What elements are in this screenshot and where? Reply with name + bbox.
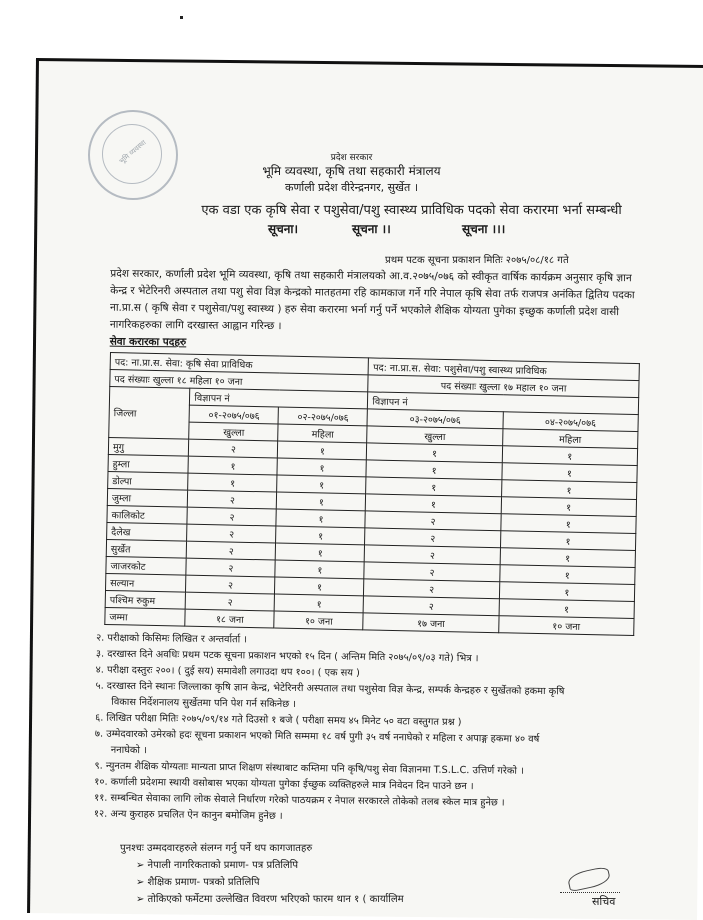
attachment-item: ➢ तोकिएको फर्मेटमा उल्लेखित विवरण भरिएको फारम थान १ ( कार्यालिम [136,894,404,905]
ad-number: ०२-२०७५/०७६ [278,407,367,426]
table-cell: १ [278,441,367,460]
table-cell: १ [501,497,637,517]
condition-item: १२. अन्य कुराहरु प्रचलित ऐन कानुन बमोजिम हुनेछ । [93,808,283,822]
adv-label-left: विज्ञापन नं [190,388,368,409]
table-cell: १ [277,475,366,494]
table-cell: २ [188,490,277,509]
table-cell: १ [500,548,636,568]
condition-item: १०. कर्णाली प्रदेशमा स्थायी वसोबास भएका योग्यता पुगेका ईच्छुक व्यक्तिहरुले मात्र निवेदन दिन पाउने छन । [94,776,474,793]
table-cell: १ [367,443,503,463]
speck [180,16,183,19]
table-cell: २ [365,545,501,565]
ad-number: ०३-२०७५/०७६ [367,409,503,429]
signature-scribble [567,866,612,892]
table-cell: १ [501,480,637,500]
district-name: हुम्ला [108,454,189,473]
table-cell: १ [277,458,366,477]
table-cell: २ [364,596,500,616]
table-cell: १ [366,460,502,480]
district-name: कालिकोट [107,505,188,524]
category: खुल्ला [367,426,503,446]
condition-item: विकास निर्देशनालय सुर्खेतमा पनि पेश गर्न सकिनेछ । [111,696,297,711]
district-header: जिल्ला [109,387,190,440]
attachments-section [120,840,520,908]
table-cell: २ [189,439,278,458]
table-cell: २ [187,524,276,543]
table-cell: १ [276,509,365,528]
table-cell: १ [499,582,635,602]
table-cell: २ [365,528,501,548]
first-notice-date: प्रथम पटक सूचना प्रकाशन मितिः २०७५/०८/१८ गते [385,255,569,266]
notice-1: सूचना। [268,222,299,236]
table-cell: २ [186,575,275,594]
total-cell: १८ जना [185,609,274,628]
district-name: पश्चिम रुकुम [105,590,186,609]
gov-label: प्रदेश सरकार [330,153,373,163]
adv-label-right: विज्ञापन नं [368,392,639,415]
district-name: जाजरकोट [106,556,187,575]
table-cell: १ [275,577,364,596]
category: महिला [502,429,638,449]
table-cell: १ [188,456,277,475]
condition-item: ५. दरखास्त दिने स्थानः जिल्लाका कृषि ज्ञान केन्द्र, भेटेरिनरी अस्पताल तथा पशुसेवा विज्ञ केन्द्र, सम्पर्क केन्द्रहरु र सुर्खेतको हकमा कृषि [95,680,565,698]
district-name: सल्यान [106,573,187,592]
ministry-name: भूमि व्यवस्था, कृषि तथा सहकारी मंत्रालय [262,164,441,178]
count-left: पद संख्याः खुल्ला १८ महिला १० जना [110,370,369,392]
total-cell: १७ जना [363,613,499,633]
table-cell: १ [499,565,635,585]
table-cell: १ [366,494,502,514]
signature [560,868,620,893]
post-left-title: पद: ना.प्रा.स. सेवा: कृषि सेवा प्राविधिक [110,353,369,375]
condition-item: ९. न्युनतम शैक्षिक योग्यताः मान्यता प्राप्त शिक्षण संस्थाबाट कम्तिमा पनि कृषि/पशु सेवा विज्ञानमा T.S.L.C. उत्तिर्ण गरेको । [94,760,524,777]
condition-item: ४. परीक्षा दस्तुरः २००। ( दुई सय) समावेशी लगाउदा थप १००। ( एक सय ) [95,664,360,679]
table-cell: १ [499,599,635,619]
notice-subject: एक वडा एक कृषि सेवा र पशुसेवा/पशु स्वास्थ्य प्राविधिक पदको सेवा करारमा भर्ना सम्बन्धी [201,203,622,218]
table-cell: २ [187,507,276,526]
table-cell: २ [186,592,275,611]
table-cell: १ [275,594,364,613]
intro-text: प्रदेश सरकार, कर्णाली प्रदेश भूमि व्यवस्था, कृषि तथा सहकारी मंत्रालयको आ.व.२०७५/०७६ को स्वीकृत वार्षिक कार्यक्रम अनुसार कृषि ज्ञान केन्द्र र भेटेरिनरी अस्पताल तथा पशु सेवा विज्ञ केन्द्रको मातहतमा रहि कामकाज गर्ने गरि नेपाल कृषि सेवा तर्फ राजपत्र अनंकित द्वितिय पदका ना.प्रा.स ( कृषि सेवा र पशुसेवा/पशु स्वास्थ्य ) हरु सेवा करारमा भर्ना गर्नु पर्ने भएकोले शैक्षिक योग्यता पुगेका इच्छुक कर्णाली प्रदेश वासी नागरिकहरुका लागि दरखास्त आह्वान गरिन्छ । [109,267,635,333]
attachments-heading: पुनश्चः उम्मदवारहरुले संलग्न गर्नु पर्ने थप कागजातहरु [120,843,313,854]
category: खुल्ला [189,422,278,441]
table-cell: २ [365,511,501,531]
signature-title: सचिव [592,895,616,908]
ad-number: ०१-२०७५/०७६ [189,405,278,424]
post-right-title: पद: ना.प्रा.स. सेवा: पशुसेवा/पशु स्वास्थ्य प्राविधिक [369,358,640,381]
table-cell: १ [275,560,364,579]
district-name: मुगु [108,437,189,456]
table-cell: १ [500,531,636,551]
condition-item: २. परीक्षाको किसिमः लिखित र अन्तर्वार्ता । [96,632,248,646]
category: महिला [278,424,367,443]
table-cell: १ [276,526,365,545]
total-cell: १० जना [274,611,363,630]
table-cell: १ [502,463,638,483]
posts-table [104,352,640,636]
attachment-item: ➢ शैक्षिक प्रमाण- पत्रको प्रतिलिपि [136,877,260,888]
ministry-location: कर्णाली प्रदेश वीरेन्द्रनगर, सुर्खेत । [285,181,418,194]
table-cell: १ [276,543,365,562]
notice-3: सूचना ।।। [462,222,506,236]
count-right: पद संख्याः खुल्ला १७ महाल १० जना [368,375,639,398]
attachment-item: ➢ नेपाली नागरिकताको प्रमाण- पत्र प्रतिलिपि [136,860,299,871]
condition-item: ३. दरखास्त दिने अवधिः प्रथम पटक सूचना प्रकाशन भएको १५ दिन ( अन्तिम मिति २०७५/०९/०३ गते) भित्र । [95,648,479,665]
table-cell: १ [188,473,277,492]
ad-number: ०४-२०७५/०७६ [503,412,639,432]
district-name: दैलेख [107,522,188,541]
condition-item: ७. उम्मेदवारको उमेरको हदः सूचना प्रकाशन भएको मिति सम्ममा १८ वर्ष पुगी ३५ वर्ष ननाघेको र महिला र अपाङ्ग हकमा ४० वर्ष [94,728,540,746]
conditions-list [94,631,656,830]
table-cell: २ [186,558,275,577]
table-cell: १ [501,514,637,534]
intro-paragraph [110,266,641,356]
condition-item: ननाघेको । [110,744,147,757]
condition-item: ६. लिखित परीक्षा मितिः २०७५/०९/१४ गते दिउसो १ बजे ( परीक्षा समय ४५ मिनेट ५० वटा वस्तुगत प्रश्न ) [95,712,462,729]
district-name: सुर्खेत [106,539,187,558]
table-cell: २ [187,541,276,560]
table-cell: १ [366,477,502,497]
table-cell: १ [277,492,366,511]
district-name: डोल्पा [108,471,189,490]
district-name: जुम्ला [107,488,188,507]
table-cell: २ [364,562,500,582]
posts-table-wrap [104,352,640,636]
notice-2: सूचना ।। [352,222,391,236]
table-cell: २ [364,579,500,599]
total-cell: १० जना [498,616,634,636]
posts-subheading: सेवा करारका पदहरु [109,335,187,349]
total-label: जम्मा [105,607,186,626]
condition-item: ११. सम्बन्धित सेवाका लागि लोक सेवाले निर्धारण गरेको पाठयक्रम र नेपाल सरकारले तोकेको तलब स्केल मात्र हुनेछ । [94,792,505,809]
seal-text: भूमि व्यवस्था [117,138,148,166]
table-cell: १ [502,446,638,466]
